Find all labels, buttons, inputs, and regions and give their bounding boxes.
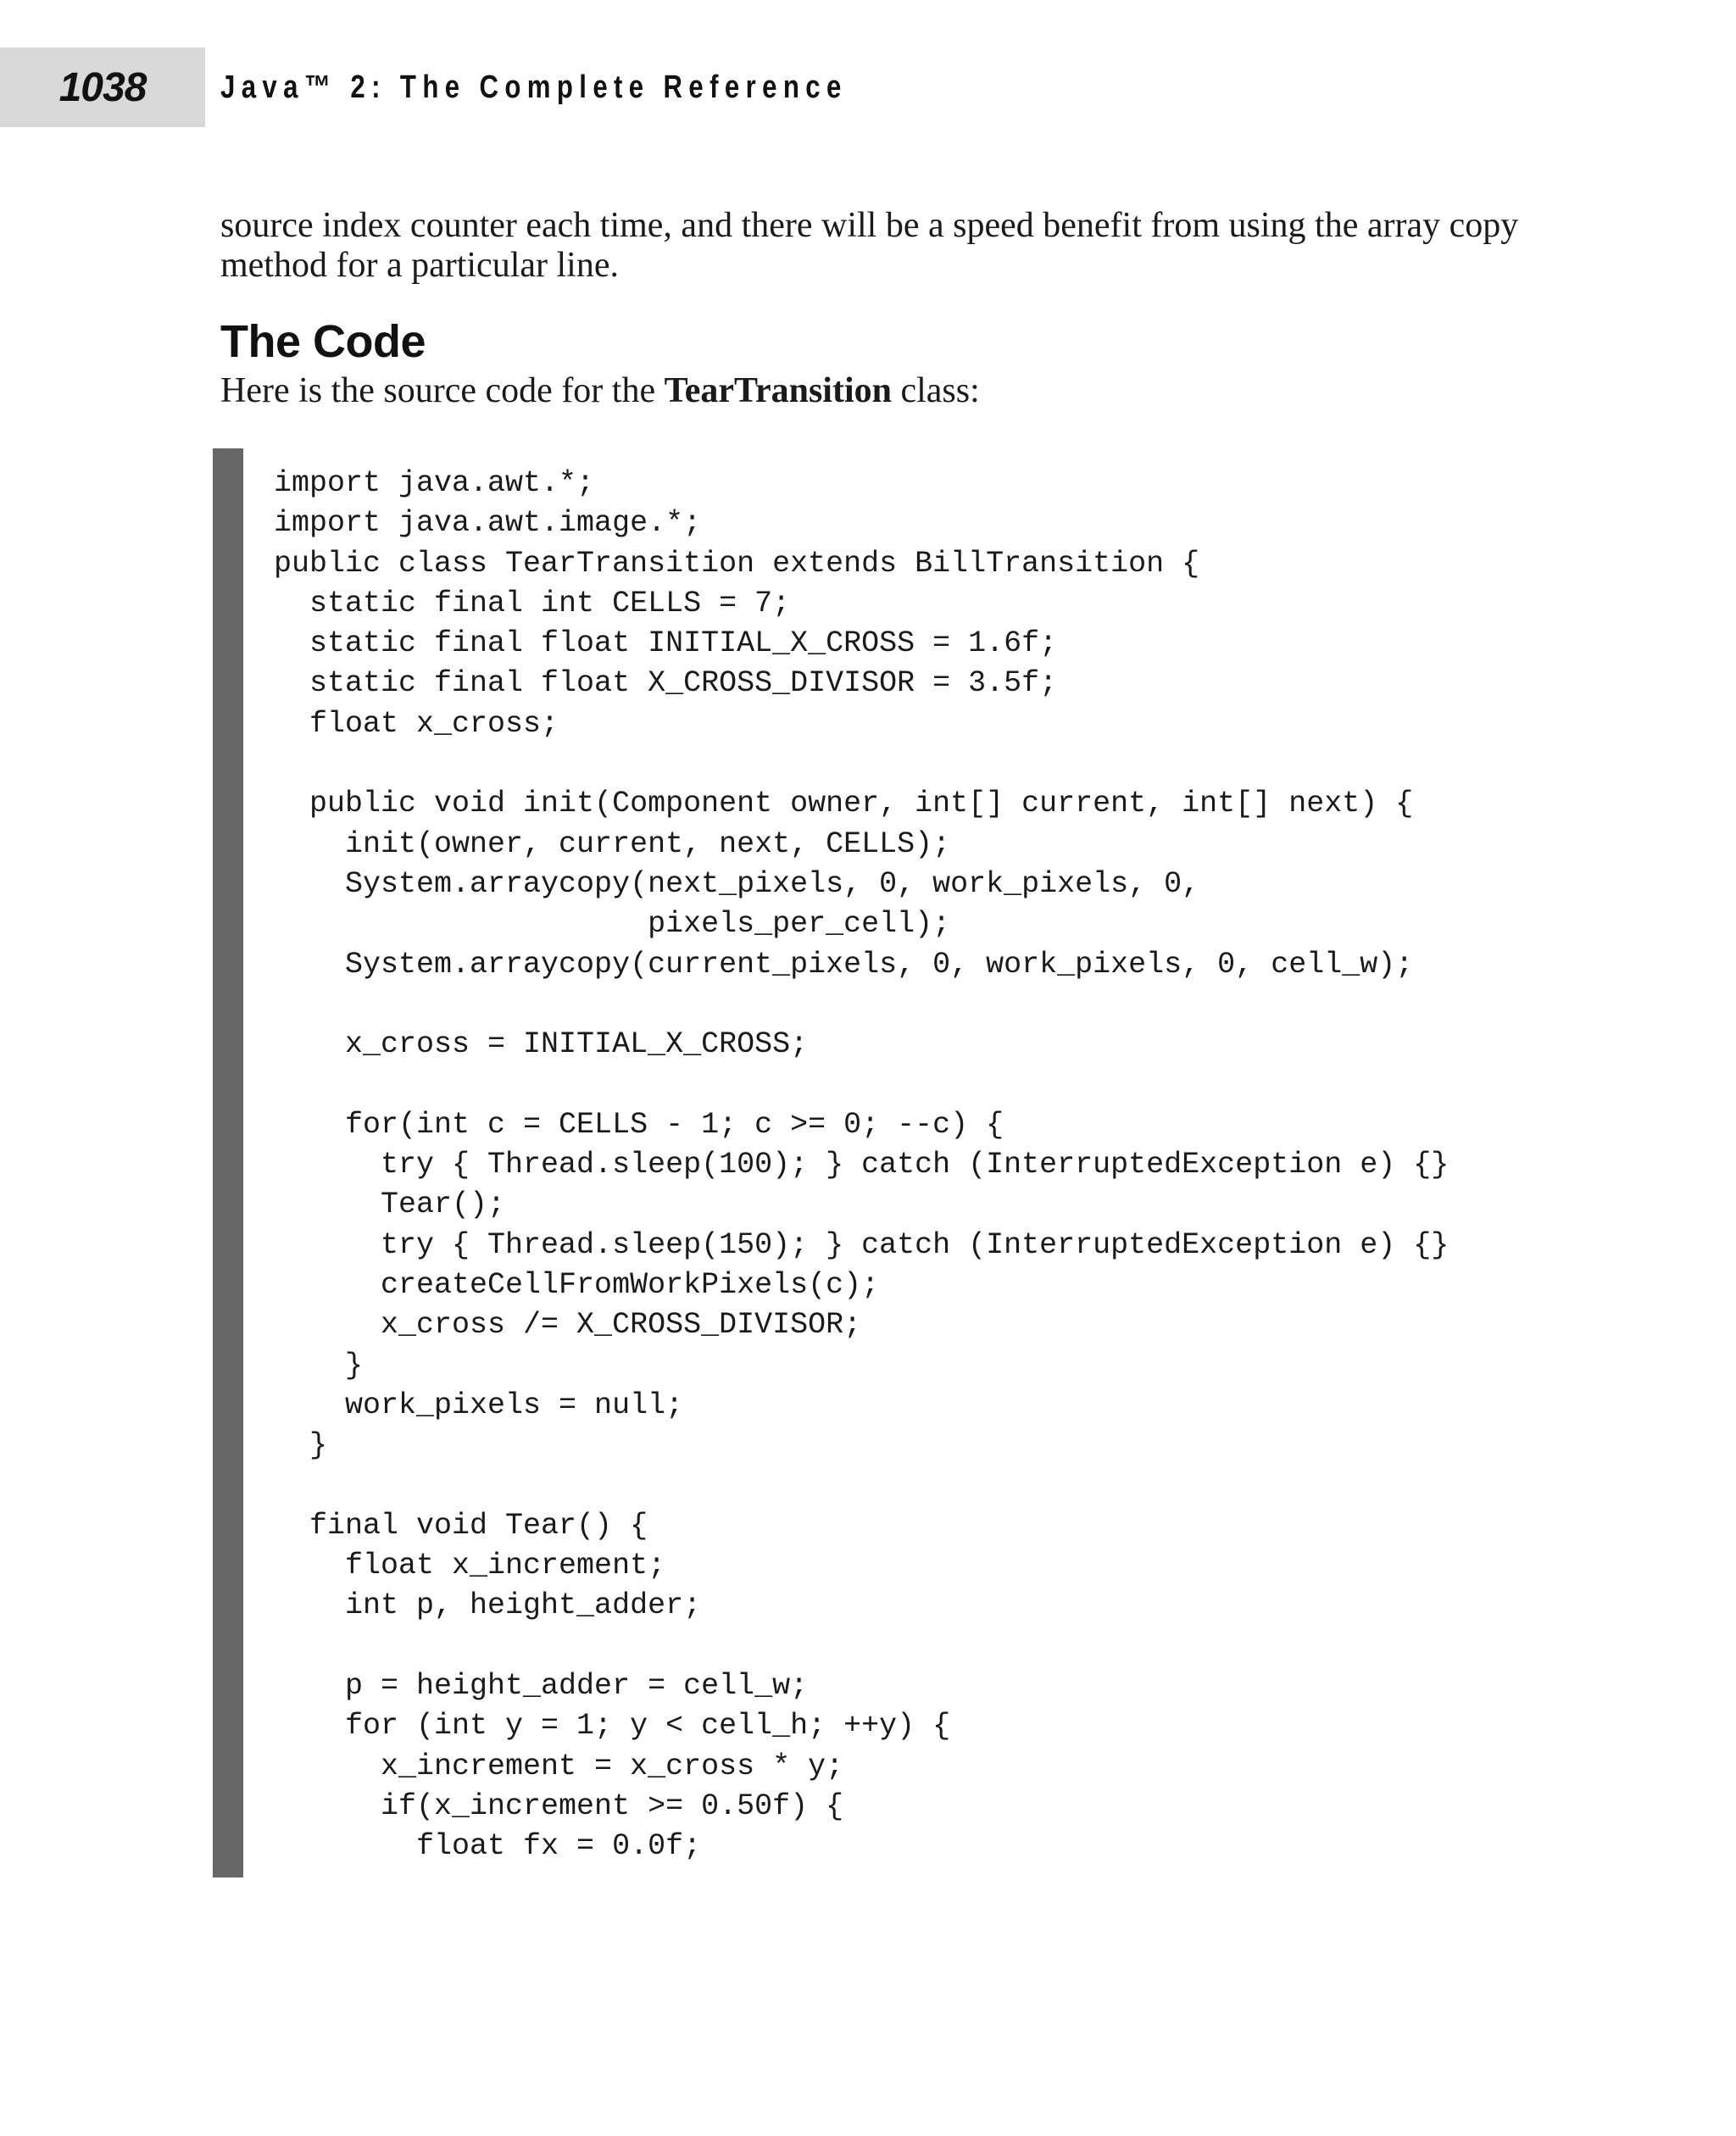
code-line: work_pixels = null; xyxy=(274,1388,684,1422)
code-line: import java.awt.*; xyxy=(274,466,595,500)
code-line: if(x_increment >= 0.50f) { xyxy=(274,1788,844,1823)
code-line: float x_cross; xyxy=(274,706,559,741)
code-line: } xyxy=(274,1428,328,1463)
code-line xyxy=(274,1627,1449,1666)
code-line: static final float X_CROSS_DIVISOR = 3.5f; xyxy=(274,666,1058,701)
code-line: } xyxy=(274,1348,364,1382)
lead-text: Here is the source code for the xyxy=(220,371,665,410)
code-line: static final int CELLS = 7; xyxy=(274,586,791,620)
intro-paragraph: source index counter each time, and there will be a speed benefit from using the array copy method for a particular line. xyxy=(220,206,1519,285)
code-line xyxy=(274,1065,1449,1104)
code-line: for (int y = 1; y < cell_h; ++y) { xyxy=(274,1709,951,1744)
code-line: try { Thread.sleep(100); } catch (InterruptedException e) {} xyxy=(274,1148,1449,1182)
code-line: float x_increment; xyxy=(274,1549,666,1583)
lead-text-end: class: xyxy=(891,371,980,410)
code-line: static final float INITIAL_X_CROSS = 1.6f; xyxy=(274,626,1058,661)
code-line: public void init(Component owner, int[] current, int[] next) { xyxy=(274,787,1414,821)
code-listing xyxy=(274,464,1449,1866)
running-head-title: Java™ 2: The Complete Reference xyxy=(220,70,848,105)
code-line: System.arraycopy(next_pixels, 0, work_pixels, 0, xyxy=(274,866,1200,901)
code-line: public class TearTransition extends BillTransition { xyxy=(274,546,1200,581)
page-number-tab xyxy=(0,47,205,127)
code-line: x_cross = INITIAL_X_CROSS; xyxy=(274,1027,809,1062)
code-line: x_increment = x_cross * y; xyxy=(274,1749,844,1783)
page-number: 1038 xyxy=(58,64,147,110)
code-line xyxy=(274,744,1449,784)
code-line: createCellFromWorkPixels(c); xyxy=(274,1267,880,1302)
code-line: float fx = 0.0f; xyxy=(274,1829,702,1864)
code-line xyxy=(274,1466,1449,1505)
code-line: for(int c = CELLS - 1; c >= 0; --c) { xyxy=(274,1107,1004,1142)
code-line xyxy=(274,985,1449,1025)
code-line: int p, height_adder; xyxy=(274,1588,702,1623)
code-line: Tear(); xyxy=(274,1188,506,1222)
code-line: System.arraycopy(current_pixels, 0, work_pixels, 0, cell_w); xyxy=(274,947,1414,982)
code-line: pixels_per_cell); xyxy=(274,907,951,942)
code-line: import java.awt.image.*; xyxy=(274,506,702,541)
code-line: try { Thread.sleep(150); } catch (InterruptedException e) {} xyxy=(274,1227,1449,1262)
code-line: final void Tear() { xyxy=(274,1508,648,1543)
code-line: x_cross /= X_CROSS_DIVISOR; xyxy=(274,1308,862,1343)
section-heading: The Code xyxy=(220,316,426,367)
code-line: init(owner, current, next, CELLS); xyxy=(274,826,951,861)
code-listing-bar xyxy=(213,448,243,1877)
lead-paragraph xyxy=(220,371,1543,411)
class-name: TearTransition xyxy=(664,371,892,410)
code-line: p = height_adder = cell_w; xyxy=(274,1668,809,1703)
